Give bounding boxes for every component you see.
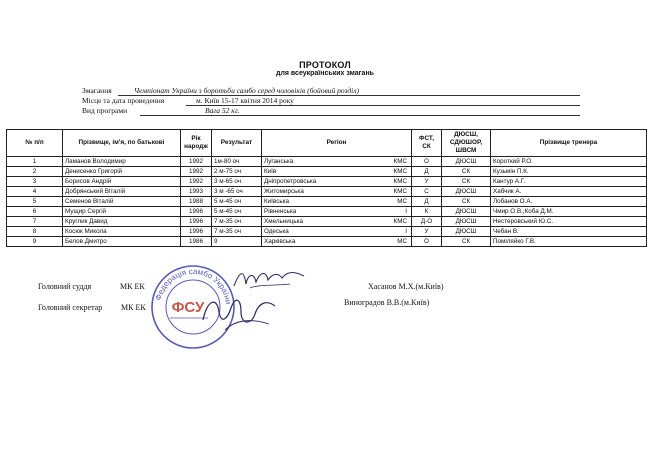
place-value: м. Київ 15-17 квітня 2014 року: [196, 96, 294, 105]
cell-coach: Нестеровський Ю.С.: [491, 217, 647, 227]
secretary-label: Головний секретар: [38, 303, 103, 312]
cell-region: [262, 157, 412, 167]
sport-rank: КМС: [393, 178, 407, 185]
cell-school: ДЮСШ: [442, 187, 491, 197]
header-coach: Прізвище тренера: [491, 130, 647, 157]
region-name: Харківська: [264, 238, 296, 245]
cell-fst: О: [412, 237, 442, 247]
header-number: № п/п: [7, 130, 63, 157]
cell-coach: Чмир О.В.,Коба Д.М.: [491, 207, 647, 217]
results-body: [7, 157, 647, 247]
table-row: [7, 177, 647, 187]
judge-row: [38, 282, 145, 291]
cell-fst: О: [412, 157, 442, 167]
cell-name: Косюк Микола: [63, 227, 181, 237]
stamp-ring-text: Федерація самбо України: [153, 266, 233, 305]
table-row: [7, 167, 647, 177]
cell-school: СК: [442, 197, 491, 207]
cell-name: Ламанов Володимир: [63, 157, 181, 167]
table-row: [7, 217, 647, 227]
cell-result: 5 м-45 оч: [212, 197, 262, 207]
cell-coach: Кузьмін П.К.: [491, 167, 647, 177]
cell-name: Борисов Андрій: [63, 177, 181, 187]
cell-result: 5 м-45 оч: [212, 207, 262, 217]
table-header-row: [7, 130, 647, 157]
sport-rank: І: [405, 228, 407, 235]
place-label: Місце та дата проведення: [82, 96, 165, 105]
cell-result: 3 м -65 оч: [212, 187, 262, 197]
program-row: [82, 106, 240, 115]
protocol-subtitle: для всеукраїнських змагань: [276, 70, 374, 77]
competition-label: Змагання: [82, 86, 112, 95]
sport-rank: МС: [397, 238, 407, 245]
judge-name: Хасанов М.Х.(м.Київ): [368, 282, 444, 291]
cell-region: [262, 207, 412, 217]
cell-region: [262, 227, 412, 237]
cell-name: Круглик Давид: [63, 217, 181, 227]
cell-year: 1992: [181, 157, 212, 167]
cell-year: 1986: [181, 237, 212, 247]
cell-year: 1992: [181, 177, 212, 187]
cell-region: [262, 167, 412, 177]
cell-name: Мущир Сергій: [63, 207, 181, 217]
table-row: [7, 187, 647, 197]
competition-underline: [118, 95, 580, 96]
region-name: Одеська: [264, 228, 289, 235]
cell-name: Денисенко Григорій: [63, 167, 181, 177]
competition-row: [82, 86, 360, 95]
cell-number: 5: [7, 197, 63, 207]
results-table: [6, 129, 647, 247]
program-underline: [140, 115, 580, 116]
cell-name: Семенов Віталій: [63, 197, 181, 207]
cell-year: 1996: [181, 227, 212, 237]
cell-coach: Короткий Р.О.: [491, 157, 647, 167]
judge-label: Головний суддя: [38, 282, 92, 291]
table-row: [7, 227, 647, 237]
secretary-row: [38, 303, 146, 312]
cell-name: Добрянський Віталій: [63, 187, 181, 197]
region-name: Житомирська: [264, 188, 304, 195]
cell-number: 3: [7, 177, 63, 187]
program-value: Вага 52 кг.: [205, 106, 240, 115]
header-fst: ФСТ, СК: [412, 130, 442, 157]
region-name: Київ: [264, 168, 277, 175]
cell-result: 3 м-65 оч: [212, 177, 262, 187]
judge-category: МК ЕК: [120, 282, 145, 291]
cell-year: 1996: [181, 217, 212, 227]
sport-rank: МС: [397, 198, 407, 205]
place-underline: [186, 105, 580, 106]
cell-number: 4: [7, 187, 63, 197]
cell-year: 1992: [181, 167, 212, 177]
table-row: [7, 237, 647, 247]
header-result: Результат: [212, 130, 262, 157]
cell-year: 1988: [181, 197, 212, 207]
cell-result: 7 м-35 оч: [212, 217, 262, 227]
region-name: Київська: [264, 198, 290, 205]
sport-rank: КМС: [393, 168, 407, 175]
place-row: [82, 96, 294, 105]
cell-fst: Д: [412, 197, 442, 207]
cell-school: ДЮСШ: [442, 157, 491, 167]
cell-region: [262, 237, 412, 247]
cell-result: 7 м-35 оч: [212, 227, 262, 237]
cell-result: 1м-80 оч: [212, 157, 262, 167]
cell-coach: Чебан В.: [491, 227, 647, 237]
cell-result: 2 м-75 оч: [212, 167, 262, 177]
cell-school: ДЮСШ: [442, 227, 491, 237]
cell-coach: Поміляйко Г.В.: [491, 237, 647, 247]
cell-result: 9: [212, 237, 262, 247]
cell-fst: Д-О: [412, 217, 442, 227]
sport-rank: КМС: [393, 218, 407, 225]
cell-school: СК: [442, 167, 491, 177]
stamp-center-text: ФСУ: [171, 299, 205, 316]
sport-rank: КМС: [393, 188, 407, 195]
cell-year: 1993: [181, 187, 212, 197]
cell-school: СК: [442, 177, 491, 187]
competition-value: Чемпіонат України з боротьби самбо серед чоловіків (бойовий розділ): [134, 86, 360, 95]
cell-fst: Д: [412, 167, 442, 177]
cell-number: 7: [7, 217, 63, 227]
region-name: Хмельницька: [264, 218, 304, 225]
table-row: [7, 207, 647, 217]
cell-number: 9: [7, 237, 63, 247]
cell-number: 8: [7, 227, 63, 237]
protocol-title: ПРОТОКОЛ: [299, 60, 351, 70]
cell-region: [262, 217, 412, 227]
cell-region: [262, 187, 412, 197]
table-row: [7, 157, 647, 167]
table-row: [7, 197, 647, 207]
cell-coach: Кантур А.Г.: [491, 177, 647, 187]
header-name: Прізвище, ім'я, по батькові: [63, 130, 181, 157]
secretary-category: МК ЕК: [121, 303, 146, 312]
cell-coach: Лобанов О.А.: [491, 197, 647, 207]
cell-number: 1: [7, 157, 63, 167]
header-year: Рік народж: [181, 130, 212, 157]
cell-fst: У: [412, 177, 442, 187]
cell-school: ДЮСШ: [442, 217, 491, 227]
program-label: Вид програми: [82, 106, 128, 115]
header-school: ДЮСШ, СДЮШОР, ШВСМ: [442, 130, 491, 157]
header-region: Регіон: [262, 130, 412, 157]
cell-region: [262, 197, 412, 207]
cell-number: 2: [7, 167, 63, 177]
cell-coach: Хабчик А.: [491, 187, 647, 197]
region-name: Рівненська: [264, 208, 297, 215]
cell-year: 1996: [181, 207, 212, 217]
cell-school: СК: [442, 237, 491, 247]
secretary-signature-icon: [195, 290, 285, 334]
secretary-name: Виноградов В.В.(м.Київ): [344, 298, 430, 307]
cell-number: 6: [7, 207, 63, 217]
sport-rank: КМС: [393, 158, 407, 165]
region-name: Луганська: [264, 158, 294, 165]
sport-rank: І: [405, 208, 407, 215]
cell-fst: К: [412, 207, 442, 217]
cell-fst: У: [412, 227, 442, 237]
cell-fst: С: [412, 187, 442, 197]
region-name: Дніпропетровська: [264, 178, 317, 185]
cell-region: [262, 177, 412, 187]
cell-school: ДЮСШ: [442, 207, 491, 217]
cell-name: Белов Дмитро: [63, 237, 181, 247]
